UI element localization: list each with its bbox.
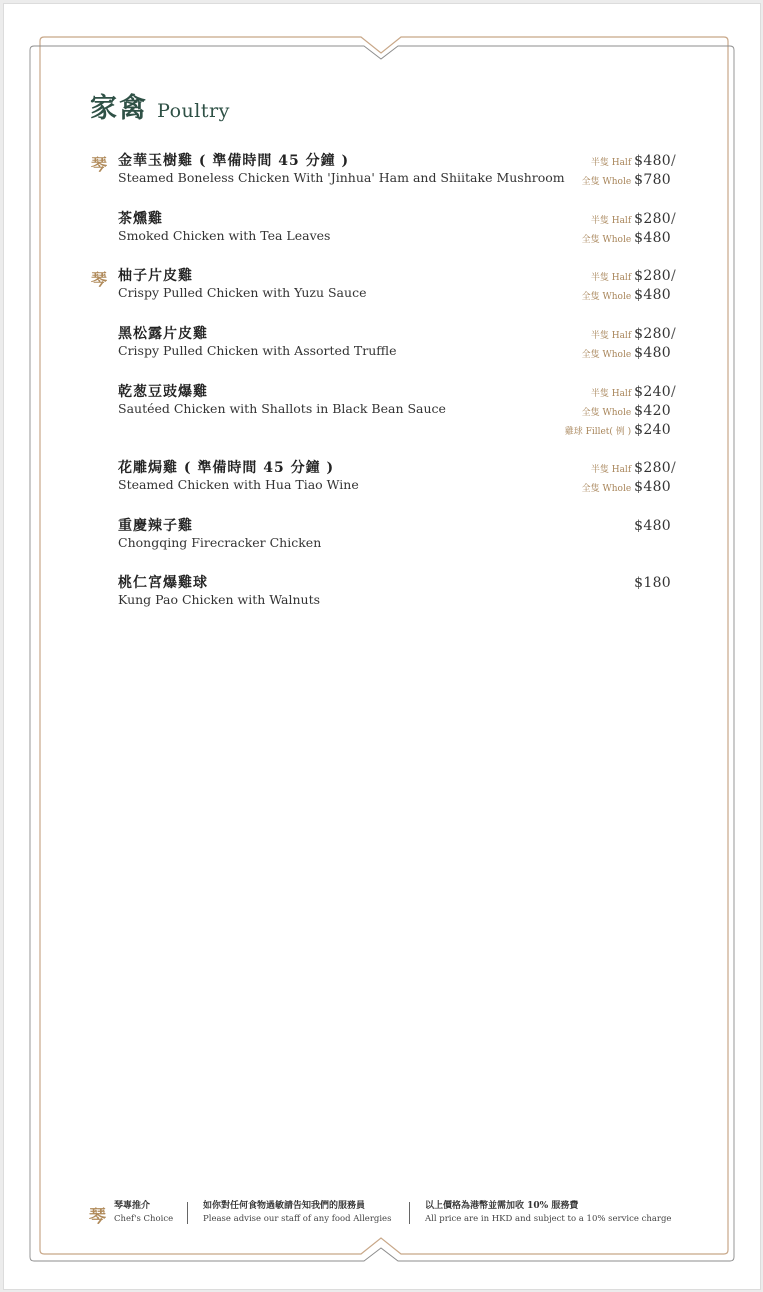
price-line xyxy=(582,208,676,227)
chef-choice-icon: 琴 xyxy=(89,1207,106,1227)
price-amount: $480 xyxy=(634,230,671,246)
price-line xyxy=(634,515,671,534)
dish-prices xyxy=(634,515,671,534)
dish-name-en: Steamed Boneless Chicken With 'Jinhua' Ham and Shiitake Mushroom xyxy=(118,170,565,185)
footer-chef-choice-en: Chef's Choice xyxy=(114,1214,174,1224)
section-title-en: Poultry xyxy=(157,100,230,122)
price-line xyxy=(582,342,671,361)
price-separator: / xyxy=(671,460,676,476)
menu-item xyxy=(0,208,763,258)
price-line xyxy=(582,265,676,284)
portion-label: 半隻 Half xyxy=(590,331,632,341)
menu-item xyxy=(0,572,763,622)
dish-name-zh: 乾葱豆豉爆雞 xyxy=(118,384,208,400)
price-line xyxy=(582,150,676,169)
footer-allergy-note xyxy=(203,1200,391,1225)
dish-name-zh: 重慶辣子雞 xyxy=(118,518,193,534)
portion-label: 全隻 Whole xyxy=(581,350,632,360)
dish-name-zh: 黑松露片皮雞 xyxy=(118,326,208,342)
price-line xyxy=(634,572,671,591)
price-amount: $240 xyxy=(634,422,671,438)
footer-divider xyxy=(409,1202,410,1224)
price-separator: / xyxy=(671,211,676,227)
footer-allergy-en: Please advise our staff of any food Allergies xyxy=(203,1214,392,1224)
section-title-zh: 家禽 xyxy=(90,93,148,124)
portion-label: 半隻 Half xyxy=(590,158,632,168)
portion-label: 半隻 Half xyxy=(590,273,632,283)
menu-item xyxy=(0,323,763,373)
dish-prices xyxy=(581,208,676,246)
price-line xyxy=(582,476,671,495)
portion-label: 雞球 Fillet( 例 ) xyxy=(564,427,632,437)
portion-label: 半隻 Half xyxy=(590,389,632,399)
menu-item xyxy=(0,265,763,315)
price-amount: $480 xyxy=(634,345,671,361)
portion-label: 全隻 Whole xyxy=(581,292,632,302)
price-amount: $280 xyxy=(634,460,671,476)
dish-prices xyxy=(581,150,676,188)
price-line xyxy=(582,323,676,342)
price-amount: $180 xyxy=(634,575,671,591)
price-amount: $480 xyxy=(634,153,671,169)
portion-label: 半隻 Half xyxy=(590,216,632,226)
price-amount: $280 xyxy=(634,211,671,227)
section-title xyxy=(90,86,230,125)
footer-price-note xyxy=(425,1200,671,1225)
price-separator: / xyxy=(671,326,676,342)
dish-name-zh: 柚子片皮雞 xyxy=(118,268,193,284)
portion-label: 全隻 Whole xyxy=(581,235,632,245)
dish-name-en: Smoked Chicken with Tea Leaves xyxy=(118,228,331,243)
price-line xyxy=(582,284,671,303)
dish-name-en: Sautéed Chicken with Shallots in Black Bean Sauce xyxy=(118,401,446,416)
price-amount: $280 xyxy=(634,268,671,284)
dish-name-zh: 花雕焗雞 ( 準備時間 45 分鐘 ) xyxy=(118,460,335,476)
dish-name-zh: 茶燻雞 xyxy=(118,211,163,227)
dish-prices xyxy=(581,265,676,303)
dish-name-en: Crispy Pulled Chicken with Yuzu Sauce xyxy=(118,285,367,300)
dish-name-zh: 桃仁宮爆雞球 xyxy=(118,575,208,591)
dish-name-en: Steamed Chicken with Hua Tiao Wine xyxy=(118,477,359,492)
price-amount: $480 xyxy=(634,479,671,495)
footer-chef-choice xyxy=(114,1200,173,1225)
chef-choice-icon: 琴 xyxy=(91,155,108,174)
price-amount: $480 xyxy=(634,287,671,303)
price-amount: $780 xyxy=(634,172,671,188)
dish-name-en: Chongqing Firecracker Chicken xyxy=(118,535,322,550)
price-amount: $480 xyxy=(634,518,671,534)
price-amount: $280 xyxy=(634,326,671,342)
price-separator: / xyxy=(671,268,676,284)
menu-item xyxy=(0,457,763,507)
portion-label: 全隻 Whole xyxy=(581,177,632,187)
footer-price-en: All price are in HKD and subject to a 10% service charge xyxy=(425,1214,672,1224)
menu-item xyxy=(0,381,763,438)
portion-label: 半隻 Half xyxy=(590,465,632,475)
price-separator: / xyxy=(671,153,676,169)
dish-prices xyxy=(581,323,676,361)
price-line xyxy=(582,227,671,246)
chef-choice-icon: 琴 xyxy=(91,270,108,289)
dish-prices xyxy=(564,381,676,438)
dish-prices xyxy=(581,457,676,495)
dish-name-en: Crispy Pulled Chicken with Assorted Truffle xyxy=(118,343,397,358)
price-amount: $240 xyxy=(634,384,671,400)
dish-name-zh: 金華玉樹雞 ( 準備時間 45 分鐘 ) xyxy=(118,153,350,169)
portion-label: 全隻 Whole xyxy=(581,408,632,418)
footer-price-zh: 以上價格為港幣並需加收 10% 服務費 xyxy=(425,1201,579,1211)
menu-item xyxy=(0,515,763,565)
price-line xyxy=(565,419,671,438)
footer-allergy-zh: 如你對任何食物過敏請告知我們的服務員 xyxy=(203,1201,366,1211)
price-separator: / xyxy=(671,384,676,400)
portion-label: 全隻 Whole xyxy=(581,484,632,494)
dish-name-en: Kung Pao Chicken with Walnuts xyxy=(118,592,321,607)
menu-item xyxy=(0,150,763,200)
dish-prices xyxy=(634,572,671,591)
price-line xyxy=(582,457,676,476)
footer xyxy=(0,1200,763,1230)
footer-chef-choice-zh: 琴專推介 xyxy=(114,1201,151,1211)
price-line xyxy=(565,381,676,400)
price-amount: $420 xyxy=(634,403,671,419)
footer-divider xyxy=(187,1202,188,1224)
price-line xyxy=(565,400,671,419)
price-line xyxy=(582,169,671,188)
